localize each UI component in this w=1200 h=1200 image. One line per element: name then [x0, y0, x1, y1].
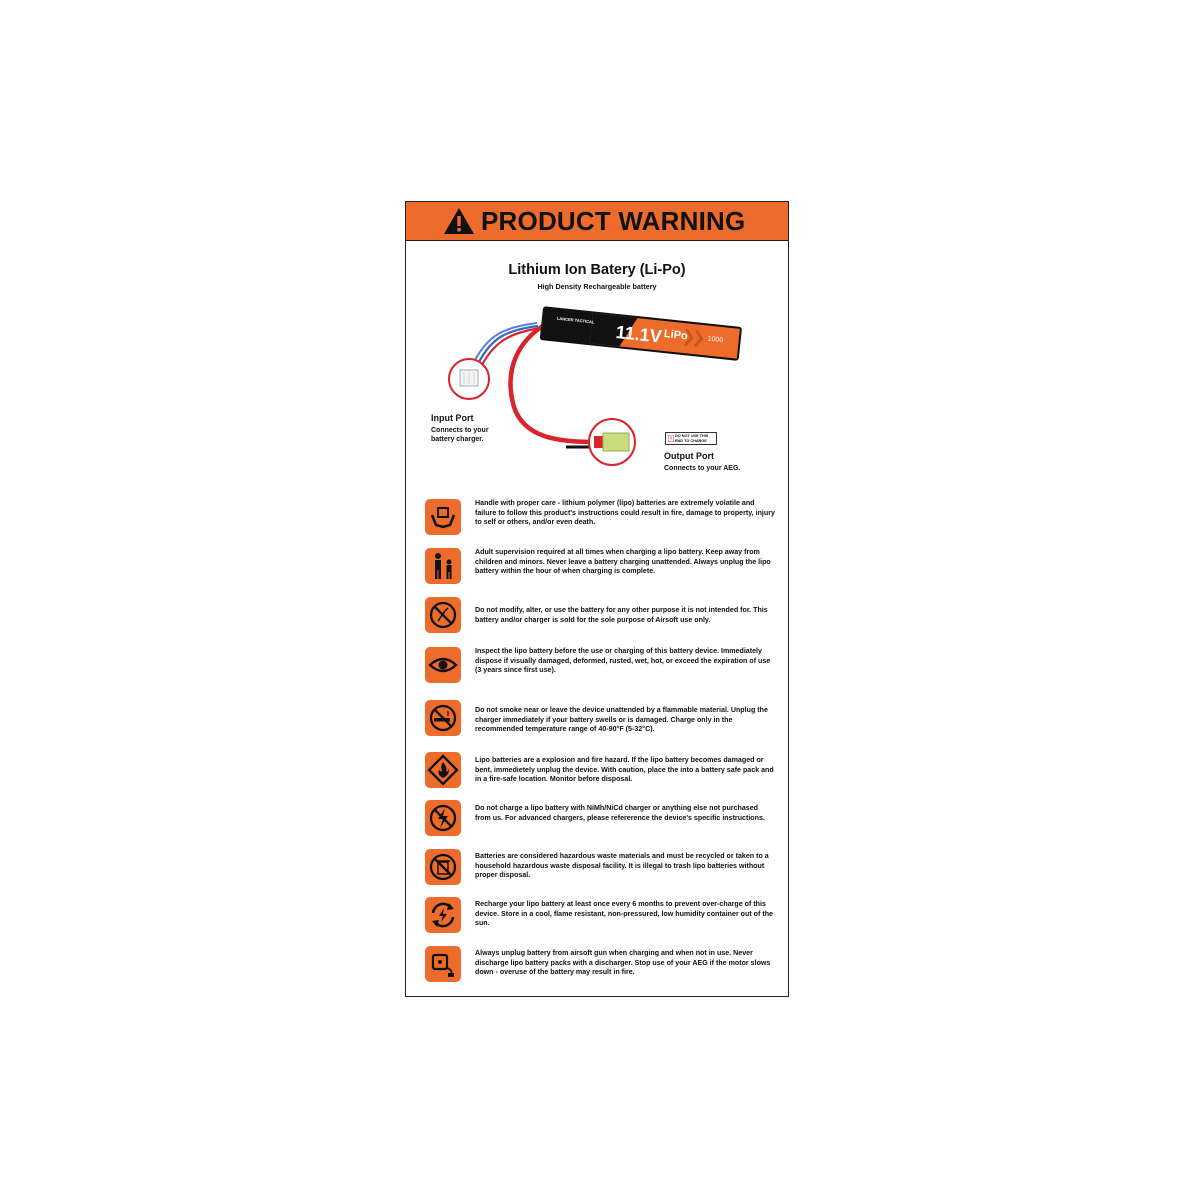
warning-tag-icon — [668, 435, 674, 442]
warning-text-5: Do not smoke near or leave the device unattended by a flammable material. Unplug the charger immediately if your battery swells or is damaged. Charge only in the recommended temperature range of 40-90°F (5-32°C). — [475, 706, 768, 734]
battery-capacity-text: 1000 — [707, 335, 724, 345]
product-subtitle: High Density Rechargeable battery — [537, 282, 657, 291]
warning-triangle-icon — [443, 207, 475, 235]
warning-text-8: Batteries are considered hazardous waste materials and must be recycled or taken to a household hazardous waste disposal facility. It is illegal to trash lipo batteries without proper disposal. — [475, 852, 769, 880]
warning-item-6 — [425, 752, 775, 792]
warning-text-3: Do not modify, alter, or use the battery for any other purpose it is not intended for. This battery and/or charger is sold for the sole purpose of Airsoft use only. — [475, 606, 768, 624]
tag-line-2: END TO CHARGE — [675, 438, 707, 443]
recharge-cycle-icon — [425, 897, 461, 933]
warning-item-9 — [425, 897, 775, 937]
battery-chemistry-text: LiPo — [663, 327, 689, 343]
product-title: Lithium Ion Batery (Li-Po) — [508, 262, 686, 278]
warning-banner — [406, 202, 788, 241]
warning-text-9: Recharge your lipo battery at least once every 6 months to prevent over-charge of this device. Store in a cool, flame resistant, non-pressured, low humidity container out of the sun. — [475, 900, 773, 928]
output-port-label: Output Port — [664, 451, 714, 461]
hands-care-icon — [425, 499, 461, 535]
warning-text-2: Adult supervision required at all times when charging a lipo battery. Keep away from children and minors. Never leave a battery charging unattended. Always unplug the lipo battery within the hour of when charging is complete. — [475, 548, 771, 576]
warning-item-8 — [425, 849, 775, 889]
do-not-use-tag — [665, 432, 717, 445]
warning-card — [405, 201, 789, 997]
warning-text-7: Do not charge a lipo battery with NiMh/NiCd charger or anything else not purchased from us. For advanced chargers, please refererence the device's specific instructions. — [475, 804, 765, 822]
tag-line-1: DO NOT USE THIS — [675, 434, 709, 438]
eye-inspect-icon — [425, 647, 461, 683]
flammable-hazard-icon — [425, 752, 461, 788]
warning-item-2 — [425, 548, 775, 588]
input-port-label: Input Port — [431, 413, 474, 423]
warning-text-1: Handle with proper care - lithium polymer (lipo) batteries are extremely volatile and failure to follow this product's instructions could result in fire, damage to property, injury to self or others, and/or even death. — [475, 499, 775, 527]
no-trash-icon — [425, 849, 461, 885]
warning-item-10 — [425, 946, 775, 986]
warning-item-5 — [425, 700, 775, 740]
unplug-icon — [425, 946, 461, 982]
warning-text-4: Inspect the lipo battery before the use or charging of this battery device. Immediately dispose if visually damaged, deformed, rusted, wet, hot, or exceed the expiration of use (3 years since first use). — [475, 647, 771, 675]
battery-pack — [540, 306, 742, 361]
input-port-desc-2: battery charger. — [431, 436, 484, 443]
banner-title: PRODUCT WARNING — [481, 206, 746, 236]
output-port-desc: Connects to your AEG. — [664, 465, 741, 472]
no-smoking-icon — [425, 700, 461, 736]
input-port-desc-1: Connects to your — [431, 427, 489, 434]
warning-item-1 — [425, 499, 775, 539]
no-charger-icon — [425, 800, 461, 836]
battery-brand-text: LANCER TACTICAL — [556, 315, 595, 325]
battery-voltage-text: 11.1V — [614, 321, 663, 347]
warning-item-3 — [425, 597, 775, 637]
warning-text-10: Always unplug battery from airsoft gun when charging and when not in use. Never discharge lipo battery packs with a discharger. Stop use of your AEG if the motor slows down - overuse of the battery may result in fire. — [475, 949, 771, 977]
warning-item-7 — [425, 800, 775, 840]
warning-item-4 — [425, 647, 775, 687]
warning-text-6: Lipo batteries are a explosion and fire hazard. If the lipo battery becomes damaged or bent, immedietely unplug the device. With caution, place the into a battery safe pack and in a fire-safe location. Monitor before disposal. — [475, 756, 774, 784]
adult-child-icon — [425, 548, 461, 584]
no-modify-icon — [425, 597, 461, 633]
